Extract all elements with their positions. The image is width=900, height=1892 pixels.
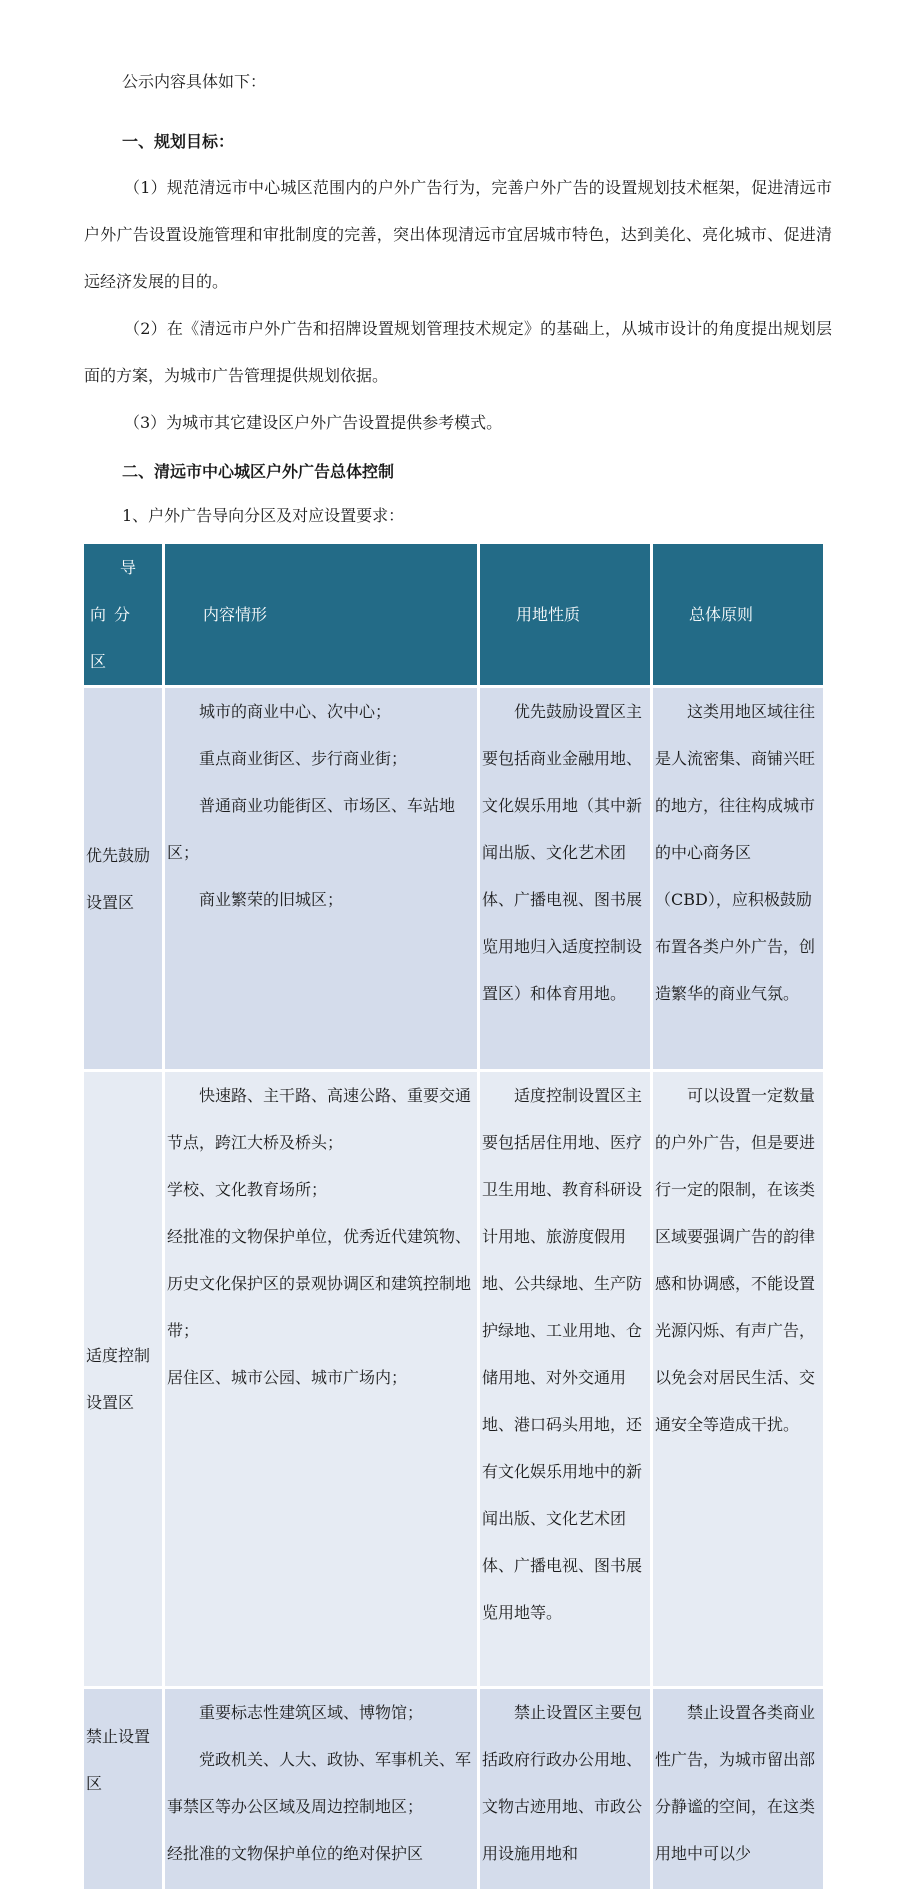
goal-item-2: （2）在《清远市户外广告和招牌设置规划管理技术规定》的基础上，从城市设计的角度提出规划层面的方案，为城市广告管理提供规划依据。 (84, 319, 832, 385)
content-cell (165, 1072, 477, 1686)
principle-cell (653, 1689, 823, 1889)
land-text: 适度控制设置区主要包括居住用地、医疗卫生用地、教育科研设计用地、旅游度假用地、公共绿地、生产防护绿地、工业用地、仓储用地、对外交通用地、港口码头用地，还有文化娱乐用地中的新闻出版、文化艺术团体、广播电视、图书展览用地等。 (482, 1086, 643, 1622)
principle-cell (653, 688, 823, 1069)
principle-cell (653, 1072, 823, 1686)
table-row (84, 1689, 823, 1889)
principle-text: 禁止设置各类商业性广告，为城市留出部分静谧的空间，在这类用地中可以少 (655, 1703, 816, 1863)
content-line: 党政机关、人大、政协、军事机关、军事禁区等办公区域及周边控制地区； (167, 1750, 472, 1816)
table-row (84, 1072, 823, 1686)
content-line: 重要标志性建筑区域、博物馆； (199, 1703, 424, 1722)
land-text: 禁止设置区主要包括政府行政办公用地、文物古迹用地、市政公用设施用地和 (482, 1703, 643, 1863)
content-cell (165, 688, 477, 1069)
content-line: 经批准的文物保护单位的绝对保护区 (167, 1844, 424, 1863)
content-line: 居住区、城市公园、城市广场内； (167, 1368, 408, 1387)
goal-item-3: （3）为城市其它建设区户外广告设置提供参考模式。 (124, 413, 503, 432)
principle-text: 可以设置一定数量的户外广告，但是要进行一定的限制，在该类区域要强调广告的韵律感和协调感，不能设置光源闪烁、有声广告，以免会对居民生活、交通安全等造成干扰。 (655, 1086, 816, 1434)
content-line: 普通商业功能街区、市场区、车站地区； (167, 796, 456, 862)
content-line: 商业繁荣的旧城区； (199, 890, 344, 909)
content-cell (165, 1689, 477, 1889)
content-line: 快速路、主干路、高速公路、重要交通节点，跨江大桥及桥头； (167, 1086, 472, 1152)
section1-heading: 一、规划目标： (122, 132, 235, 151)
zoning-table (81, 541, 826, 1892)
land-cell (480, 1689, 650, 1889)
principle-text: 这类用地区域往往是人流密集、商铺兴旺的地方，往往构成城市的中心商务区（CBD），应积极鼓励布置各类户外广告，创造繁华的商业气氛。 (655, 702, 816, 1003)
land-cell (480, 688, 650, 1069)
table-row (84, 688, 823, 1069)
table-header-row (84, 544, 823, 685)
content-line: 重点商业街区、步行商业街； (199, 749, 408, 768)
header-content: 内容情形 (165, 544, 477, 685)
section2-heading: 二、清远市中心城区户外广告总体控制 (122, 462, 395, 481)
header-zone: 导向分区 (84, 544, 162, 685)
header-principle: 总体原则 (653, 544, 823, 685)
content-line: 学校、文化教育场所； (167, 1180, 328, 1199)
land-cell (480, 1072, 650, 1686)
goal-item-1: （1）规范清远市中心城区范围内的户外广告行为，完善户外广告的设置规划技术框架，促进清远市户外广告设置设施管理和审批制度的完善，突出体现清远市宜居城市特色，达到美化、亮化城市、促进清远经济发展的目的。 (84, 178, 832, 291)
section2-sub: 1、户外广告导向分区及对应设置要求： (122, 506, 405, 525)
land-text: 优先鼓励设置区主要包括商业金融用地、文化娱乐用地（其中新闻出版、文化艺术团体、广播电视、图书展览用地归入适度控制设置区）和体育用地。 (482, 702, 643, 1003)
intro-text: 公示内容具体如下： (122, 72, 267, 91)
zone-cell: 优先鼓励设置区 (84, 688, 162, 1069)
content-line: 城市的商业中心、次中心； (199, 702, 392, 721)
zone-cell: 适度控制设置区 (84, 1072, 162, 1686)
zone-cell: 禁止设置区 (84, 1689, 162, 1889)
header-land: 用地性质 (480, 544, 650, 685)
content-line: 经批准的文物保护单位，优秀近代建筑物、历史文化保护区的景观协调区和建筑控制地带； (167, 1227, 472, 1340)
